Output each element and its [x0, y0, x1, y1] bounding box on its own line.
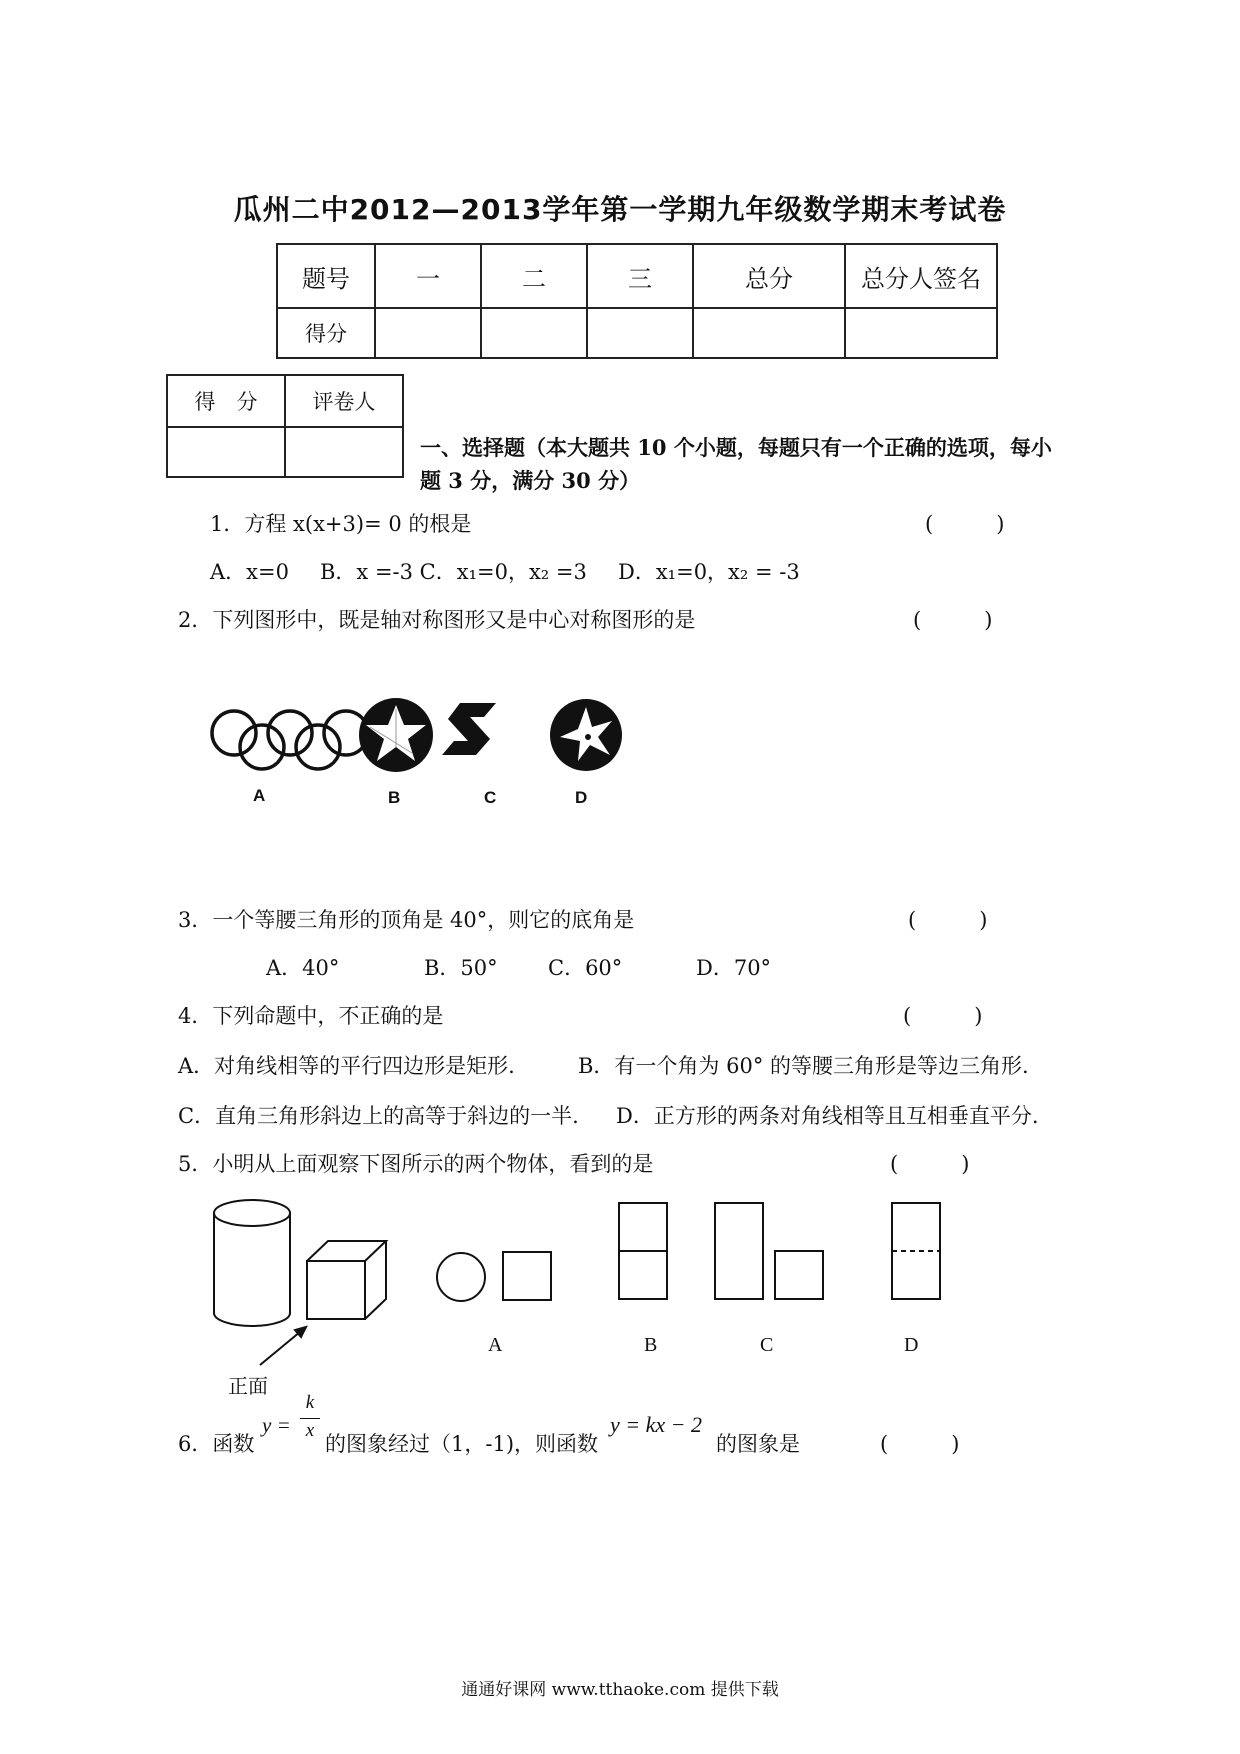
q5-figures [200, 1195, 960, 1385]
q2-stem: 2．下列图形中，既是轴对称图形又是中心对称图形的是 [178, 608, 696, 632]
grader-cell [285, 427, 403, 477]
section1-heading-line1: 一、选择题（本大题共 10 个小题，每题只有一个正确的选项，每小 [420, 435, 1052, 460]
q1-option-a: A．x=0 [210, 560, 289, 584]
grader-table [166, 374, 404, 478]
q4-option-b: B．有一个角为 60° 的等腰三角形是等边三角形. [578, 1054, 1029, 1078]
q1-option-d: D．x₁=0，x₂ = -3 [618, 560, 800, 584]
exam-title: 瓜州二中2012—2013学年第一学期九年级数学期末考试卷 [233, 193, 1007, 226]
q1-option-b-c: B．x =-3 C．x₁=0，x₂ =3 [320, 560, 587, 584]
q5-answer-paren: ( ) [890, 1152, 970, 1176]
grader-header-grader: 评卷人 [285, 375, 403, 427]
shuriken-disc-figure [550, 699, 622, 771]
page-footer: 通通好课网 www.tthaoke.com 提供下载 [461, 1680, 779, 1700]
q5-label-a: A [488, 1334, 503, 1356]
q6-answer-paren: ( ) [880, 1432, 960, 1456]
q4-option-c: C．直角三角形斜边上的高等于斜边的一半. [178, 1104, 579, 1128]
q6-fraction-lhs: y = [262, 1413, 291, 1437]
cylinder-figure [214, 1200, 290, 1326]
score-header-total: 总分 [693, 244, 845, 308]
q5-label-c: C [760, 1334, 774, 1356]
q2-label-b: B [388, 788, 401, 807]
score-header-three: 三 [587, 244, 693, 308]
q2-answer-paren: ( ) [913, 608, 993, 632]
q4-answer-paren: ( ) [903, 1004, 983, 1028]
q2-label-c: C [484, 788, 497, 807]
q3-option-d: D．70° [696, 956, 772, 980]
grader-header-score: 得 分 [167, 375, 285, 427]
q6-suffix: 的图象是 [716, 1432, 800, 1456]
option-d-figure [892, 1203, 940, 1299]
q2-figures [200, 695, 640, 815]
score-cell [481, 308, 587, 358]
q3-option-a: A．40° [266, 956, 340, 980]
score-cell [587, 308, 693, 358]
option-a-figure [437, 1252, 551, 1301]
q3-answer-paren: ( ) [908, 908, 988, 932]
score-row-label: 得分 [277, 308, 375, 358]
section1-heading-line2: 题 3 分，满分 30 分） [420, 468, 641, 493]
q4-option-d: D．正方形的两条对角线相等且互相垂直平分. [616, 1104, 1039, 1128]
q5-front-label: 正面 [228, 1376, 268, 1398]
cube-figure [307, 1241, 386, 1319]
q2-label-a: A [253, 786, 266, 805]
option-b-figure [619, 1203, 667, 1299]
score-table [276, 243, 998, 359]
q6-linear-formula: y = kx − 2 [610, 1412, 702, 1437]
q5-label-b: B [644, 1334, 658, 1356]
score-cell [845, 308, 997, 358]
q5-stem: 5．小明从上面观察下图所示的两个物体，看到的是 [178, 1152, 654, 1176]
q6-middle-text: 的图象经过（1，-1)，则函数 [325, 1432, 599, 1456]
score-header-one: 一 [375, 244, 481, 308]
score-cell [375, 308, 481, 358]
q1-answer-paren: ( ) [925, 512, 1005, 536]
star-disc-figure [359, 698, 433, 772]
score-header-signature: 总分人签名 [845, 244, 997, 308]
option-c-figure [715, 1203, 823, 1299]
q3-option-c: C．60° [548, 956, 623, 980]
s-logo-figure [442, 703, 496, 755]
olympic-rings-figure [212, 711, 368, 769]
score-header-number: 题号 [277, 244, 375, 308]
fraction-bar [300, 1418, 320, 1419]
front-arrow-icon [260, 1327, 306, 1365]
q6-fraction-numerator: k [305, 1392, 315, 1413]
score-cell [693, 308, 845, 358]
q4-option-a: A．对角线相等的平行四边形是矩形. [178, 1054, 515, 1078]
q5-label-d: D [904, 1334, 919, 1356]
grader-cell [167, 427, 285, 477]
q4-stem: 4．下列命题中，不正确的是 [178, 1004, 444, 1028]
q2-label-d: D [575, 788, 588, 807]
q3-option-b: B．50° [424, 956, 498, 980]
q1-stem: 1．方程 x(x+3)= 0 的根是 [210, 512, 472, 536]
q3-stem: 3．一个等腰三角形的顶角是 40°，则它的底角是 [178, 908, 635, 932]
score-header-two: 二 [481, 244, 587, 308]
q6-fraction-denominator: x [305, 1420, 315, 1441]
q6-prefix: 6．函数 [178, 1432, 255, 1456]
